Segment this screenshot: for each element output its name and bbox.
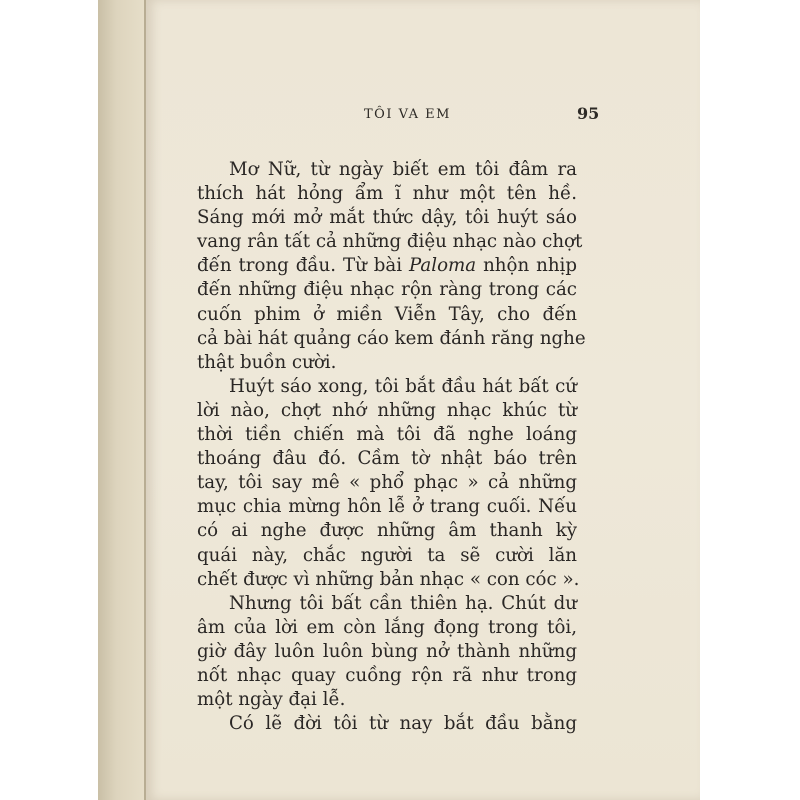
text-line: thời tiền chiến mà tôi đã nghe loáng (197, 424, 577, 446)
text-segment: nhộn nhịp (476, 255, 577, 277)
text-line: vang rân tất cả những điệu nhạc nào chợt (197, 231, 583, 253)
text-line: có ai nghe được những âm thanh kỳ (197, 520, 577, 542)
italic-title: Paloma (409, 255, 477, 277)
text-line: Sáng mới mở mắt thức dậy, tôi huýt sáo (197, 207, 577, 229)
text-line: thích hát hỏng ẩm ĩ như một tên hề. (197, 183, 577, 205)
text-line: tay, tôi say mê « phổ phạc » cả những (197, 472, 577, 494)
text-line: Mơ Nữ, từ ngày biết em tôi đâm ra (229, 159, 577, 180)
page-number: 95 (577, 104, 600, 123)
running-head: TÔI VA EM (364, 107, 451, 122)
text-line: âm của lời em còn lắng đọng trong tôi, (197, 616, 577, 638)
text-line: đến những điệu nhạc rộn ràng trong các (197, 279, 577, 301)
text-line: nốt nhạc quay cuồng rộn rã như trong (197, 664, 577, 686)
text-segment: đến trong đầu. Từ bài (197, 255, 409, 277)
text-line (197, 254, 577, 278)
text-line: mục chia mừng hôn lễ ở trang cuối. Nếu (197, 496, 577, 518)
text-line: thật buồn cười. (197, 351, 337, 373)
facing-page-edge (98, 0, 150, 800)
text-line: quái này, chắc người ta sẽ cười lăn (197, 544, 577, 566)
text-line: chết được vì những bản nhạc « con cóc ». (197, 568, 580, 590)
text-line: Có lẽ đời tôi từ nay bắt đầu bằng (229, 713, 577, 735)
text-line: Nhưng tôi bất cần thiên hạ. Chút dư (229, 592, 577, 614)
text-line: cuốn phim ở miền Viễn Tây, cho đến (197, 303, 577, 325)
text-line: cả bài hát quảng cáo kem đánh răng nghe (197, 327, 586, 349)
text-line: một ngày đại lễ. (197, 689, 346, 711)
text-line: thoáng đâu đó. Cầm tờ nhật báo trên (197, 448, 577, 470)
body-text (197, 158, 586, 736)
text-line: Huýt sáo xong, tôi bắt đầu hát bất cứ (229, 375, 577, 397)
text-line: lời nào, chợt nhớ những nhạc khúc từ (197, 399, 577, 421)
text-line: giờ đây luôn luôn bùng nở thành những (197, 640, 577, 662)
